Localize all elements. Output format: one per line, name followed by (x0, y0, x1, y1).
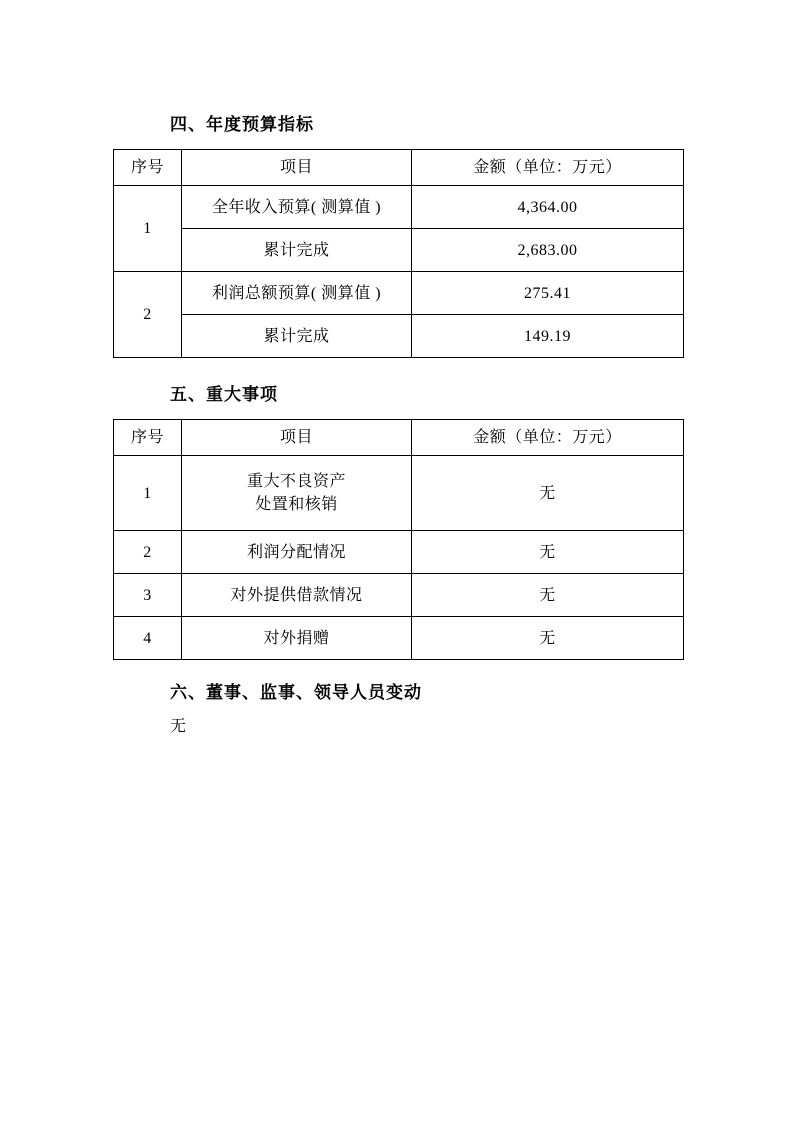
column-header-amount: 金额（单位：万元） (412, 420, 684, 456)
row-amount: 275.41 (412, 272, 684, 315)
section-heading-major-matters: 五、重大事项 (170, 385, 278, 406)
row-item-label: 累计完成 (182, 315, 412, 358)
row-item-label: 利润分配情况 (182, 531, 412, 574)
row-amount: 无 (412, 456, 684, 531)
table-row (114, 272, 684, 315)
row-no: 1 (114, 456, 182, 531)
row-amount: 149.19 (412, 315, 684, 358)
table-header-row (114, 150, 684, 186)
table-row (114, 574, 684, 617)
row-amount: 无 (412, 574, 684, 617)
row-amount: 无 (412, 617, 684, 660)
row-no: 2 (114, 272, 182, 358)
column-header-amount: 金额（单位：万元） (412, 150, 684, 186)
row-no: 2 (114, 531, 182, 574)
section-heading-personnel: 六、董事、监事、领导人员变动 (170, 683, 422, 704)
table-row (114, 229, 684, 272)
column-header-no: 序号 (114, 420, 182, 456)
row-item-label: 对外捐赠 (182, 617, 412, 660)
row-item-label-line1: 重大不良资产 (246, 473, 346, 491)
table-row (114, 456, 684, 531)
column-header-no: 序号 (114, 150, 182, 186)
column-header-item: 项目 (182, 420, 412, 456)
row-no: 3 (114, 574, 182, 617)
budget-table (113, 149, 684, 358)
personnel-body-text: 无 (170, 718, 188, 736)
row-item-label-line2: 处置和核销 (255, 496, 338, 514)
table-row (114, 617, 684, 660)
row-amount: 4,364.00 (412, 186, 684, 229)
major-matters-table (113, 419, 684, 660)
row-no: 4 (114, 617, 182, 660)
column-header-item: 项目 (182, 150, 412, 186)
table-row (114, 186, 684, 229)
row-item-label: 对外提供借款情况 (182, 574, 412, 617)
row-item-label: 累计完成 (182, 229, 412, 272)
row-item-label: 全年收入预算( 测算值 ) (182, 186, 412, 229)
table-row (114, 315, 684, 358)
row-amount: 2,683.00 (412, 229, 684, 272)
table-row (114, 531, 684, 574)
section-heading-budget: 四、年度预算指标 (170, 115, 314, 135)
row-item-label: 利润总额预算( 测算值 ) (182, 272, 412, 315)
row-item-label (182, 456, 412, 531)
document-content (113, 110, 683, 736)
table-header-row (114, 420, 684, 456)
row-no: 1 (114, 186, 182, 272)
row-amount: 无 (412, 531, 684, 574)
